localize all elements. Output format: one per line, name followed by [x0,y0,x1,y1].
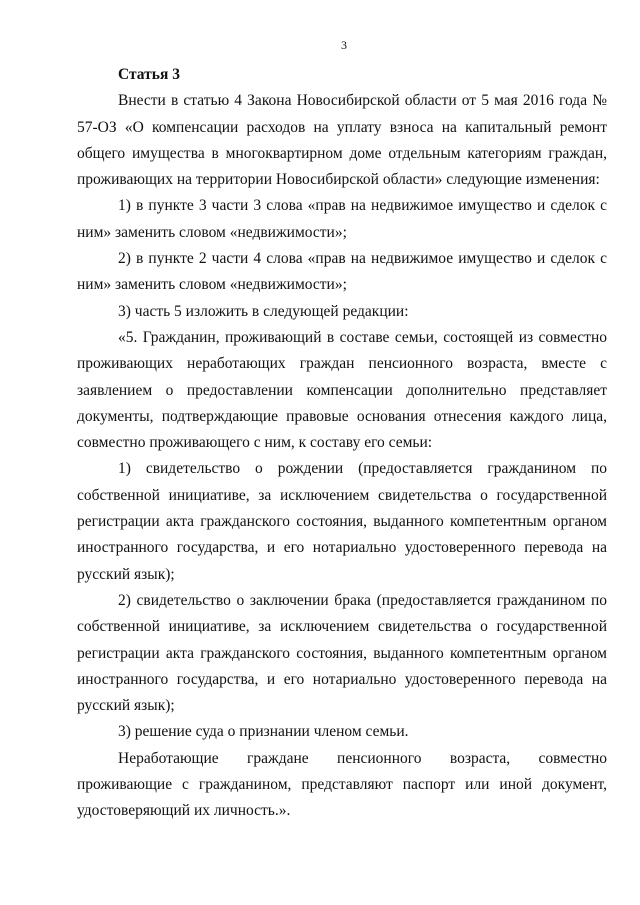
paragraph-pensioners: Неработающие граждане пенсионного возраста, совместно проживающие с гражданином, представляют паспорт или иной документ, удостоверяющий их личность.». [77,749,607,820]
paragraph-birth-certificate: 1) свидетельство о рождении (предоставляется гражданином по собственной инициативе, за исключением свидетельства о государственной регистрации акта гражданского состояния, выданного компетентным органом иностранного государства, и его нотариально удостоверенного перевода на русский язык); [77,460,607,583]
paragraph-item-2: 2) в пункте 2 части 4 слова «прав на недвижимое имущество и сделок с ним» заменить словом «недвижимости»; [77,250,607,294]
paragraph-part-5: «5. Гражданин, проживающий в составе семьи, состоящей из совместно проживающих неработающих граждан пенсионного возраста, вместе с заявлением о предоставлении компенсации дополнительно представляет документы, подтверждающие правовые основания отнесения каждого лица, совместно проживающего с ним, к составу его семьи: [77,328,607,452]
paragraph-amendment-intro: Внести в статью 4 Закона Новосибирской области от 5 мая 2016 года № 57-ОЗ «О компенсации расходов на уплату взноса на капитальный ремонт общего имущества в многоквартирном доме отдельным категориям граждан, проживающих на территории Новосибирской области» следующие изменения: [77,92,607,189]
article-heading: Статья 3 [118,66,180,83]
article-body [77,62,607,825]
paragraph-court-decision: 3) решение суда о признании членом семьи. [118,723,409,741]
paragraph-item-3: 3) часть 5 изложить в следующей редакции: [118,302,409,320]
paragraph-marriage-certificate: 2) свидетельство о заключении брака (предоставляется гражданином по собственной инициативе, за исключением свидетельства о государственной регистрации акта гражданского состояния, выданного компетентным органом иностранного государства, и его нотариально удостоверенного перевода на русский язык); [77,591,607,715]
page-number: 3 [341,38,347,52]
paragraph-item-1: 1) в пункте 3 части 3 слова «прав на недвижимое имущество и сделок с ним» заменить словом «недвижимости»; [77,197,607,241]
